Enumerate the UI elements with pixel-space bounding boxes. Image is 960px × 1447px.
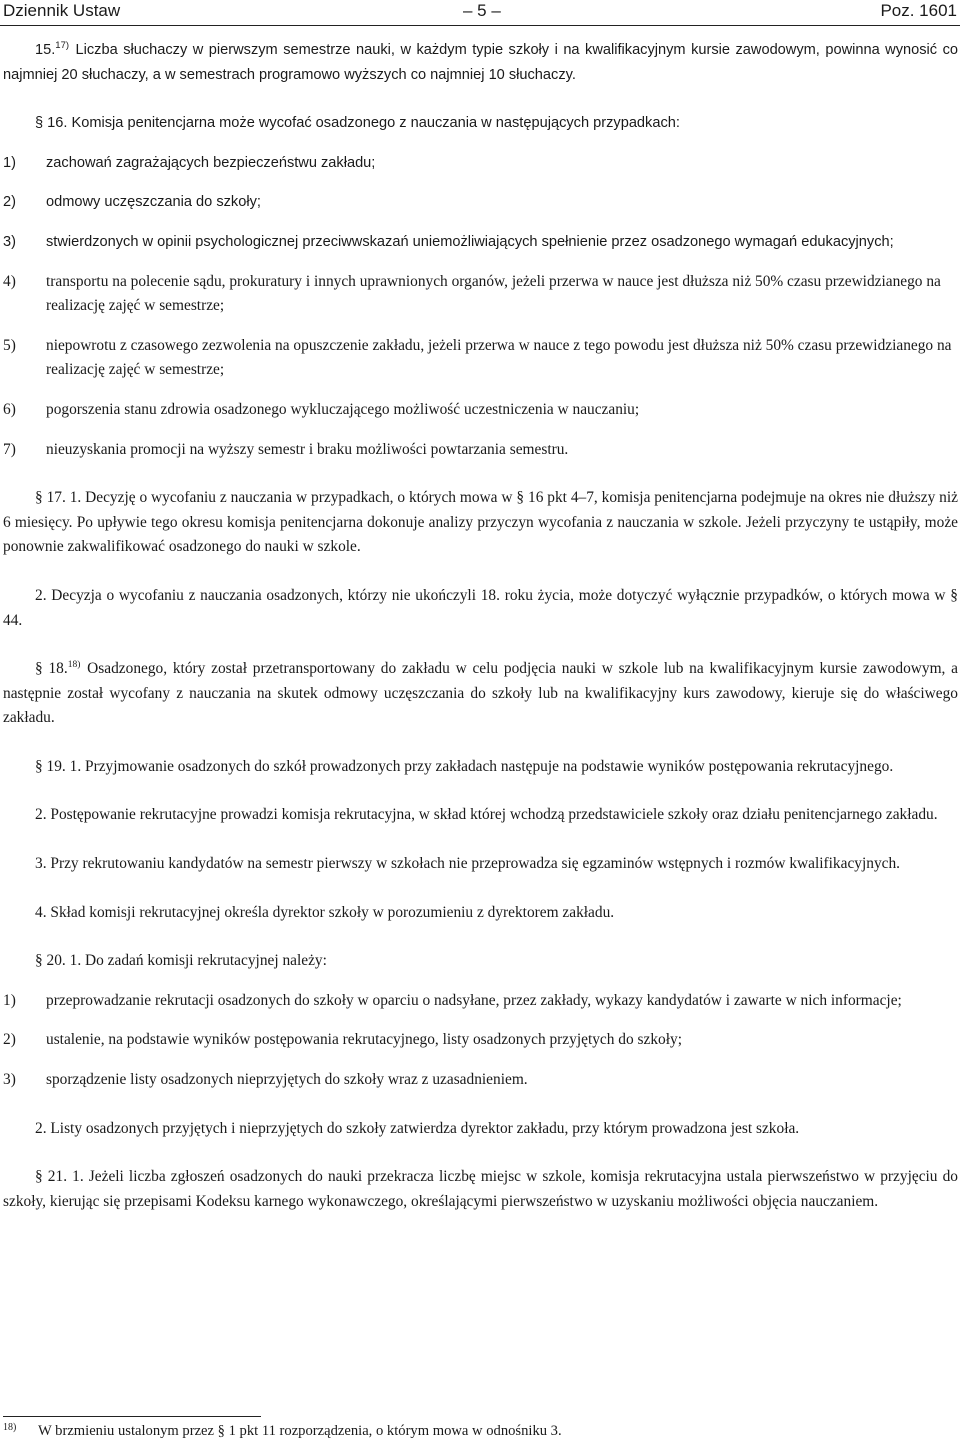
item-text: pogorszenia stanu zdrowia osadzonego wykluczającego możliwość uczestniczenia w nauczaniu; [46, 400, 640, 418]
item-text: sporządzenie listy osadzonych nieprzyjętych do szkoły wraz z uzasadnieniem. [46, 1071, 528, 1089]
item-number: 6) [3, 400, 16, 418]
section-16-item [3, 334, 958, 383]
position-number: Poz. 1601 [880, 1, 957, 20]
section-20-paragraph-2: 2. Listy osadzonych przyjętych i nieprzyjętych do szkoły zatwierdza dyrektor zakładu, przy którym prowadzona jest szkoła. [35, 1119, 800, 1137]
item-text: zachowań zagrażających bezpieczeństwu zakładu; [46, 154, 376, 171]
item-number: 1) [3, 154, 16, 171]
page-number: – 5 – [463, 1, 501, 20]
footnote-ref-18: 18) [67, 660, 81, 671]
footnote-number: 18) [3, 1422, 17, 1433]
item-text: niepowrotu z czasowego zezwolenia na opuszczenie zakładu, jeżeli przerwa w nauce z tego powodu jest dłuższa niż 50% czasu przewidzianego na realizację zajęć w semestrze; [46, 336, 952, 379]
item-text: ustalenie, na podstawie wyników postępowania rekrutacyjnego, listy osadzonych przyjętych do szkoły; [46, 1031, 682, 1049]
footnote-ref-17: 17) [55, 40, 70, 51]
section-17-paragraph-2: 2. Decyzja o wycofaniu z nauczania osadzonych, którzy nie ukończyli 18. roku życia, może dotyczyć wyłącznie przypadków, o których mowa w § 44. [3, 586, 958, 629]
item-number: 3) [3, 1071, 16, 1089]
section-20-intro: § 20. 1. Do zadań komisji rekrutacyjnej należy: [35, 952, 327, 970]
item-number: 5) [3, 336, 16, 354]
item-number: 4) [3, 272, 16, 290]
section-16-intro: § 16. Komisja penitencjarna może wycofać osadzonego z nauczania w następujących przypadkach: [35, 115, 680, 132]
section-17-paragraph-1: § 17. 1. Decyzję o wycofaniu z nauczania w przypadkach, o których mowa w § 16 pkt 4–7, komisja penitencjarna podejmuje na okres nie dłuższy niż 6 miesięcy. Po upływie tego okresu komisja penitencjarna dokonuje analizy przyczyn wycofania z nauczania w szkole. Jeżeli przyczyny te ustąpiły, może ponownie zakwalifikować osadzonego do nauki w szkole. [3, 489, 958, 556]
footnote-text: W brzmieniu ustalonym przez § 1 pkt 11 rozporządzenia, o którym mowa w odnośniku 3. [38, 1423, 562, 1439]
section-21-paragraph-1: § 21. 1. Jeżeli liczba zgłoszeń osadzonych do nauki przekracza liczbę miejsc w szkole, komisja rekrutacyjna ustala pierwszeństwo w przyjęciu do szkoły, kierując się przepisami Kodeksu karnego wykonawczego, określającymi pierwszeństwo w uzyskaniu możliwości objęcia nauczaniem. [3, 1168, 958, 1210]
item-number: 2) [3, 1031, 16, 1049]
section-19-paragraph-3: 3. Przy rekrutowaniu kandydatów na semestr pierwszy w szkołach nie przeprowadza się egzaminów wstępnych i rozmów kwalifikacyjnych. [35, 855, 901, 873]
section-19-paragraph-1: § 19. 1. Przyjmowanie osadzonych do szkół prowadzonych przy zakładach następuje na podstawie wyników postępowania rekrutacyjnego. [35, 757, 894, 775]
item-text: transportu na polecenie sądu, prokuratury i innych uprawnionych organów, jeżeli przerwa w nauce jest dłuższa niż 50% czasu przewidzianego na realizację zajęć w semestrze; [46, 272, 941, 315]
section-15-text: Liczba słuchaczy w pierwszym semestrze nauki, w każdym typie szkoły i na kwalifikacyjnym kursie zawodowym, powinna wynosić co najmniej 20 słuchaczy, a w semestrach programowo wyższych co najmniej 10 słuchaczy. [3, 42, 958, 83]
section-19-paragraph-2: 2. Postępowanie rekrutacyjne prowadzi komisja rekrutacyjna, w skład której wchodzą przedstawiciele szkoły oraz działu penitencjarnego zakładu. [35, 806, 938, 824]
section-16-item [3, 270, 958, 319]
item-text: nieuzyskania promocji na wyższy semestr i braku możliwości powtarzania semestru. [46, 440, 569, 458]
header-divider [0, 25, 960, 26]
section-18-text: Osadzonego, który został przetransportowany do zakładu w celu podjęcia nauki w szkole lub na kwalifikacyjnym kursie zawodowym, a następnie został wycofany z nauczania na skutek odmowy uczęszczania do szkoły lub na kwalifikacyjny kurs zawodowy, kieruje się do właściwego zakładu. [3, 660, 959, 727]
page-header [0, 0, 960, 26]
section-16-item [3, 438, 958, 463]
section-15-number: 15. [35, 42, 56, 58]
section-18 [3, 657, 958, 731]
section-16-item [3, 230, 958, 255]
journal-title: Dziennik Ustaw [3, 1, 121, 20]
item-number: 7) [3, 440, 16, 458]
section-15 [3, 38, 958, 87]
section-20-item [3, 989, 958, 1014]
section-16-item [3, 190, 958, 215]
item-text: przeprowadzanie rekrutacji osadzonych do szkoły w oparciu o nadsyłane, przez zakłady, wykazy kandydatów i zawarte w nich informacje; [46, 991, 902, 1009]
section-19-paragraph-4: 4. Skład komisji rekrutacyjnej określa dyrektor szkoły w porozumieniu z dyrektorem zakładu. [35, 903, 615, 921]
section-16-item [3, 151, 958, 176]
section-20-item [3, 1068, 958, 1093]
item-text: odmowy uczęszczania do szkoły; [46, 194, 261, 211]
item-text: stwierdzonych w opinii psychologicznej przeciwwskazań uniemożliwiających spełnienie przez osadzonego wymagań edukacyjnych; [46, 233, 894, 250]
section-18-number: § 18. [35, 660, 68, 678]
document-body [3, 38, 958, 1214]
section-20-item [3, 1028, 958, 1053]
footnote-divider [3, 1416, 261, 1417]
item-number: 3) [3, 233, 16, 250]
item-number: 1) [3, 991, 16, 1009]
section-16-item [3, 398, 958, 423]
item-number: 2) [3, 194, 16, 211]
